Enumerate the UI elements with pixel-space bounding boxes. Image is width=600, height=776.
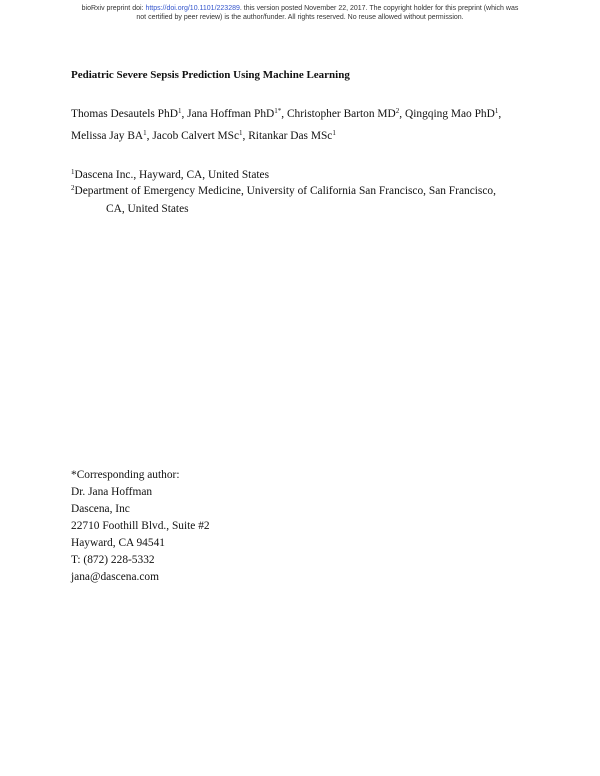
affiliation-sup: 1 [71,168,75,176]
affiliation-text-continued: CA, United States [106,203,189,215]
preprint-prefix: bioRxiv preprint doi: [81,5,146,12]
affiliation-2 [71,182,531,218]
corresponding-heading: *Corresponding author: [71,469,180,481]
corresponding-email[interactable]: jana@dascena.com [71,571,159,583]
corresponding-city: Hayward, CA 94541 [71,537,165,549]
corresponding-org: Dascena, Inc [71,503,130,515]
author-name: Melissa Jay BA [71,130,144,142]
author-name: , Jacob Calvert MSc [146,130,240,142]
author-name: Thomas Desautels PhD [71,108,178,120]
preprint-notice [10,4,590,22]
affiliation-text: Department of Emergency Medicine, University of California San Francisco, San Francisco, [74,185,496,197]
author-list [71,103,541,147]
affiliation-text: Dascena Inc., Hayward, CA, United States [74,169,270,181]
author-sup: 1 [143,129,147,137]
author-sup: 1* [274,107,282,115]
author-name: , Jana Hoffman PhD [181,108,275,120]
affiliation-sup: 2 [71,184,75,192]
author-sup: 1 [239,129,243,137]
author-sup: 1 [494,107,499,115]
author-separator: , [498,108,502,120]
corresponding-name: Dr. Jana Hoffman [71,486,153,498]
author-line-1 [71,103,541,125]
preprint-line-1-rest: . this version posted November 22, 2017. The copyright holder for this preprint (which was [239,5,519,12]
author-line-2 [71,125,541,147]
author-sup: 1 [332,129,336,137]
author-name: , Ritankar Das MSc [242,130,333,142]
author-sup: 1 [177,107,182,115]
paper-title: Pediatric Severe Sepsis Prediction Using Machine Learning [71,69,350,81]
doi-link[interactable]: https://doi.org/10.1101/223289 [145,5,240,12]
author-name: , Christopher Barton MD [281,108,396,120]
author-name: , Qingqing Mao PhD [399,108,495,120]
corresponding-author-block [71,467,210,586]
preprint-line-2: not certified by peer review) is the author/funder. All rights reserved. No reuse allowed without permission. [136,14,464,21]
corresponding-phone: T: (872) 228-5332 [71,554,155,566]
corresponding-street: 22710 Foothill Blvd., Suite #2 [71,520,210,532]
author-sup: 2 [395,107,400,115]
preprint-line-1 [10,4,590,13]
